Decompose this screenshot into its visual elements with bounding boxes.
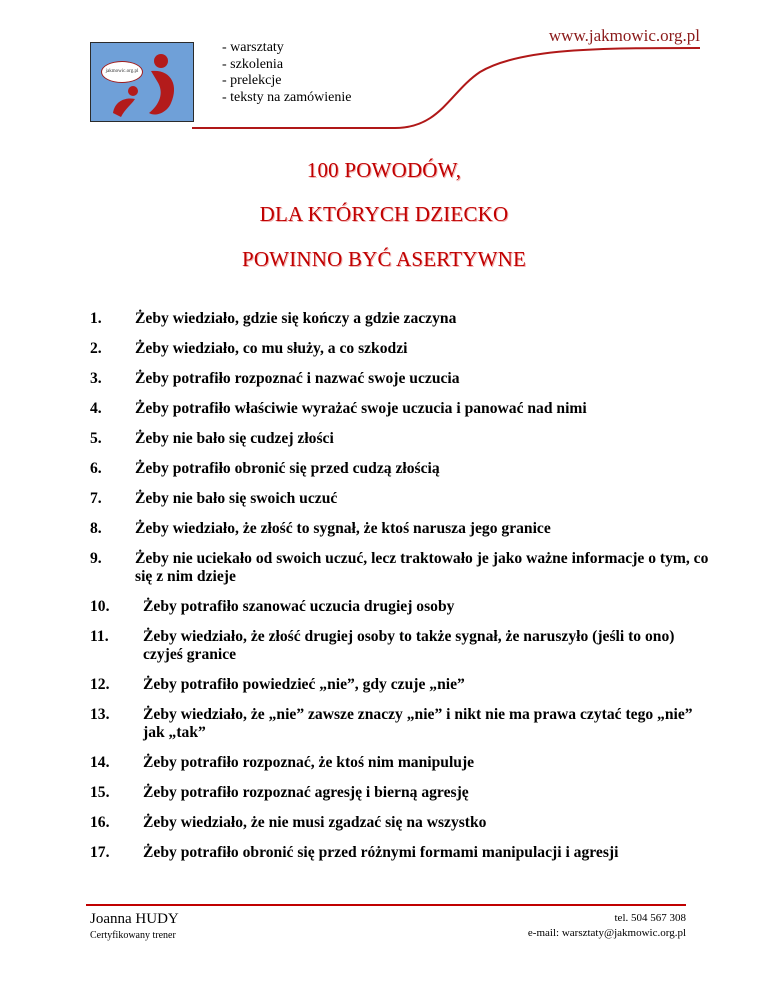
item-text: Żeby wiedziało, że „nie” zawsze znaczy „nie” i nikt nie ma prawa czytać tego „nie” jak „tak” <box>143 706 693 741</box>
list-item <box>90 520 710 538</box>
item-number: 4. <box>90 400 102 417</box>
title-line-3: POWINNO BYĆ ASERTYWNE <box>241 247 527 271</box>
people-logo-icon <box>91 43 193 121</box>
item-number: 14. <box>90 754 110 771</box>
list-item <box>90 628 710 664</box>
reasons-list <box>90 310 710 862</box>
item-text: Żeby wiedziało, że nie musi zgadzać się na wszystko <box>143 814 487 831</box>
item-number: 6. <box>90 460 102 477</box>
item-number: 12. <box>90 676 110 693</box>
list-item <box>90 814 710 832</box>
item-number: 7. <box>90 490 102 507</box>
logo-text: jakmowic.org.pl <box>101 61 143 83</box>
item-text: Żeby potrafiło rozpoznać agresję i bierną agresję <box>143 784 469 801</box>
title-line-2: DLA KTÓRYCH DZIECKO <box>259 202 509 226</box>
item-number: 13. <box>90 706 110 723</box>
item-text: Żeby potrafiło właściwie wyrażać swoje uczucia i panować nad nimi <box>135 400 587 417</box>
service-item: - warsztaty <box>222 40 284 55</box>
item-text: Żeby potrafiło szanować uczucia drugiej osoby <box>143 598 455 615</box>
footer-email-link[interactable]: e-mail: warsztaty@jakmowic.org.pl <box>527 927 686 939</box>
footer-phone: tel. 504 567 308 <box>614 912 686 924</box>
item-text: Żeby nie bało się swoich uczuć <box>135 490 338 507</box>
item-text: Żeby wiedziało, że złość to sygnał, że ktoś narusza jego granice <box>135 520 551 537</box>
item-number: 10. <box>90 598 110 615</box>
item-text: Żeby potrafiło rozpoznać, że ktoś nim manipuluje <box>143 754 475 771</box>
item-text: Żeby wiedziało, gdzie się kończy a gdzie zaczyna <box>135 310 457 327</box>
item-number: 2. <box>90 340 102 357</box>
list-item <box>90 400 710 418</box>
list-item <box>90 754 710 772</box>
list-item <box>90 676 710 694</box>
item-text: Żeby potrafiło rozpoznać i nazwać swoje uczucia <box>135 370 460 387</box>
list-item <box>90 370 710 388</box>
list-item <box>90 460 710 478</box>
list-item <box>90 490 710 508</box>
service-item: - szkolenia <box>222 56 284 72</box>
item-number: 16. <box>90 814 110 831</box>
item-number: 1. <box>90 310 102 327</box>
title-line-1: 100 POWODÓW, <box>306 158 462 182</box>
item-text: Żeby nie uciekało od swoich uczuć, lecz traktowało je jako ważne informacje o tym, co się z nim dzieje <box>135 550 709 585</box>
footer-author-name: Joanna HUDY <box>90 911 179 927</box>
list-item <box>90 340 710 358</box>
item-number: 5. <box>90 430 102 447</box>
list-item <box>90 598 710 616</box>
item-number: 8. <box>90 520 102 537</box>
list-item <box>90 784 710 802</box>
item-text: Żeby wiedziało, co mu służy, a co szkodzi <box>135 340 408 357</box>
item-text: Żeby nie bało się cudzej złości <box>135 430 334 447</box>
item-number: 15. <box>90 784 110 801</box>
item-text: Żeby wiedziało, że złość drugiej osoby to także sygnał, że naruszyło (jeśli to ono) czyjeś granice <box>143 628 675 663</box>
list-item <box>90 706 710 742</box>
list-item <box>90 844 710 862</box>
item-text: Żeby potrafiło powiedzieć „nie”, gdy czuje „nie” <box>143 676 465 693</box>
list-item <box>90 310 710 328</box>
site-url-link[interactable]: www.jakmowic.org.pl <box>548 26 700 45</box>
item-text: Żeby potrafiło obronić się przed cudzą złością <box>135 460 440 477</box>
item-text: Żeby potrafiło obronić się przed różnymi formami manipulacji i agresji <box>143 844 619 861</box>
footer-divider <box>86 904 686 906</box>
list-item <box>90 550 710 586</box>
item-number: 11. <box>90 628 109 645</box>
list-item <box>90 430 710 448</box>
item-number: 3. <box>90 370 102 387</box>
item-number: 9. <box>90 550 102 567</box>
item-number: 17. <box>90 844 110 861</box>
footer-author-role: Certyfikowany trener <box>90 930 176 941</box>
logo <box>90 42 194 122</box>
service-item: - teksty na zamówienie <box>222 89 352 105</box>
service-item: - prelekcje <box>222 73 282 88</box>
services-list <box>222 40 351 106</box>
